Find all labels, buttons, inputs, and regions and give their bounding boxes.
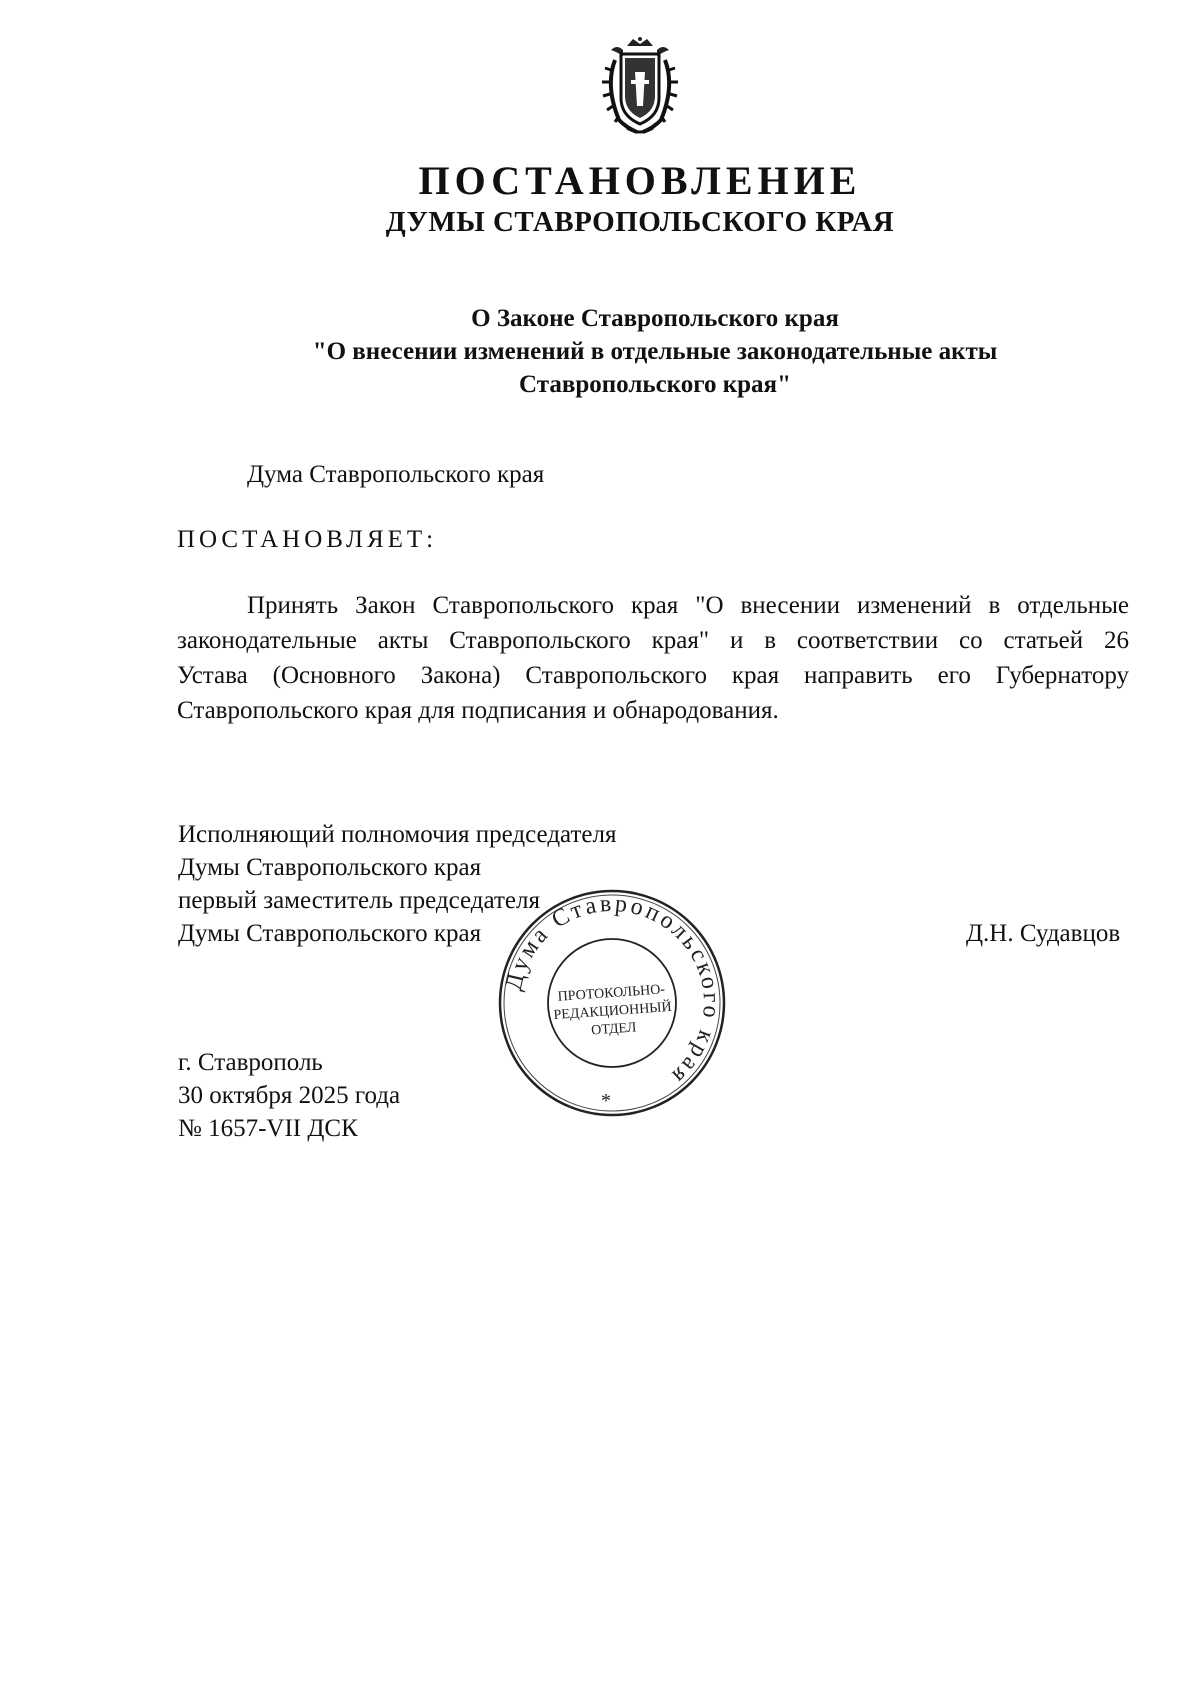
issuing-body-name: Дума Ставропольского края (247, 461, 545, 488)
date: 30 октября 2025 года (178, 1082, 401, 1109)
stamp-outer-text: Дума Ставропольского края (500, 890, 725, 1091)
decree-word: ПОСТАНОВЛЯЕТ: (177, 526, 438, 553)
stamp-inner-line: ПРОТОКОЛЬНО- (557, 982, 666, 1005)
stamp-star-icon: * (601, 1090, 611, 1112)
issuing-body-title: ДУМЫ СТАВРОПОЛЬСКОГО КРАЯ (385, 206, 895, 238)
subject-line: О Законе Ставропольского края (471, 305, 839, 332)
paragraph-line: Ставропольского края для подписания и обнародования. (177, 697, 779, 724)
position-line: Думы Ставропольского края (178, 854, 482, 881)
signer-name: Д.Н. Судавцов (966, 920, 1121, 947)
paragraph-line: Устава (Основного Закона) Ставропольского края направить его Губернатору (177, 662, 1129, 689)
paragraph-line: Принять Закон Ставропольского края "О внесении изменений в отдельные (247, 592, 1129, 619)
coat-of-arms-icon (597, 36, 683, 136)
position-line: Думы Ставропольского края (178, 920, 482, 947)
stamp-inner-line: ОТДЕЛ (590, 1020, 637, 1039)
decision-paragraph (177, 588, 1129, 728)
paragraph-line: законодательные акты Ставропольского края" и в соответствии со статьей 26 (177, 627, 1129, 654)
subject-line: "О внесении изменений в отдельные законодательные акты (312, 338, 998, 365)
city: г. Ставрополь (178, 1049, 323, 1076)
document-subject (0, 302, 1200, 401)
official-stamp (494, 885, 730, 1121)
document-type-title: ПОСТАНОВЛЕНИЕ (418, 158, 862, 203)
document-footer (178, 1046, 400, 1145)
position-line: первый заместитель председателя (178, 887, 540, 914)
stamp-inner-line: РЕДАКЦИОННЫЙ (553, 999, 673, 1024)
position-line: Исполняющий полномочия председателя (178, 821, 617, 848)
document-number: № 1657-VII ДСК (178, 1115, 358, 1142)
subject-line: Ставропольского края" (519, 371, 791, 398)
